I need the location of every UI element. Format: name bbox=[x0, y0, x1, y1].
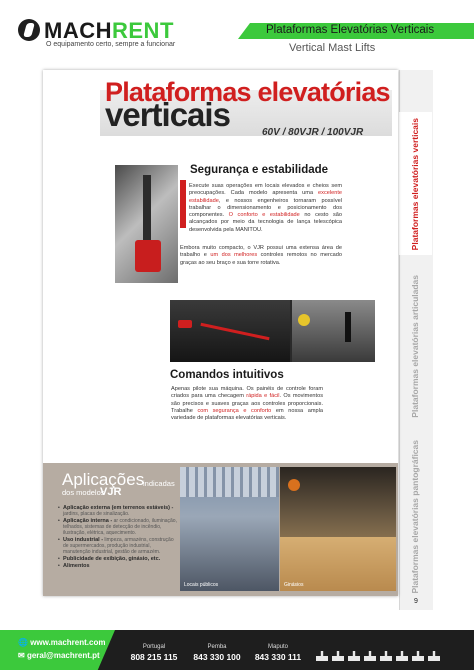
photo-caption-public: Locais públicos bbox=[184, 582, 219, 588]
side-tab-verticais[interactable]: Plataformas elevatórias verticais bbox=[410, 118, 420, 251]
section-accent-bar bbox=[180, 180, 186, 228]
photo-caption-gym: Ginásios bbox=[284, 582, 304, 588]
side-tab-articuladas[interactable]: Plataformas elevatórias articuladas bbox=[410, 275, 420, 418]
section-title-safety: Segurança e estabilidade bbox=[190, 164, 329, 176]
section-controls-paragraph: Apenas pilote sua máquina. Os painéis de controle foram criados para uma checagem rápida e fácil. Os movimentos são precisos e suaves graças aos controles proporcionais. Trabalhe com segurança e conforto em nossa ampla variedade de plataformas elevatórias verticais. bbox=[171, 386, 324, 422]
page-number: 9 bbox=[414, 598, 418, 605]
equipment-icon bbox=[348, 651, 360, 661]
equipment-icon bbox=[380, 651, 392, 661]
office-city-pemba: Pemba bbox=[207, 644, 227, 650]
gym-photo bbox=[280, 467, 396, 591]
equipment-icon bbox=[428, 651, 440, 661]
footer-contact-band bbox=[0, 630, 115, 670]
side-tab-pantograficas[interactable]: Plataformas elevatórias pantográficas bbox=[410, 440, 420, 594]
equipment-icon bbox=[364, 651, 376, 661]
brand-logo: MACHRENT bbox=[44, 18, 174, 43]
applications-list bbox=[58, 505, 178, 570]
equipment-icon bbox=[412, 651, 424, 661]
public-places-photo bbox=[180, 467, 279, 591]
applications-model: VJR bbox=[100, 486, 122, 498]
section-safety-paragraph2: Embora muito compacto, o VJR possui uma extensa área de trabalho e um dos melhores controles remotos no mercado graças ao seu braço e sua torre rotativa. bbox=[180, 245, 343, 266]
logo-icon bbox=[18, 19, 40, 41]
footer-website[interactable]: 🌐 www.machrent.com bbox=[18, 638, 106, 647]
footer-email[interactable]: ✉ geral@machrent.pt bbox=[18, 651, 100, 660]
page-title-line2: verticais bbox=[105, 96, 230, 133]
list-item: • Aplicação interna - ar condicionado, iluminação, telhados, sistemas de detecção de incêndio, ilustração, elétrica, aquecimento. bbox=[58, 518, 178, 536]
list-item: • Aplicação externa (em terrenos estáveis) - jardins, placas de sinalização. bbox=[58, 505, 178, 517]
header-category: Plataformas Elevatórias Verticais bbox=[266, 24, 435, 36]
office-phone-maputo: 843 330 111 bbox=[254, 652, 302, 662]
equipment-icons bbox=[316, 648, 466, 660]
page-title-line1: Plataformas elevatórias bbox=[105, 77, 390, 107]
equipment-icon bbox=[396, 651, 408, 661]
office-phone-portugal: 808 215 115 bbox=[130, 652, 178, 662]
control-panel-photo bbox=[170, 300, 375, 362]
office-phone-pemba: 843 330 100 bbox=[193, 652, 241, 662]
section-safety-paragraph1: Execute suas operações em locais elevados e cheios sem preocupações. Cada modelo apresenta uma excelente estabilidade, e nossos engenheiros tornaram possível trabalhar o dimensionamento e posicionamento dos componentes. O conforto e estabilidade no cesto são alcançados por meio da tecnologia de lança telescópica desenvolvida pela MANITOU. bbox=[189, 183, 342, 233]
applications-title: Aplicações bbox=[62, 470, 145, 489]
equipment-icon bbox=[332, 651, 344, 661]
list-item: • Uso industrial - limpeza, armazéns, construção de supermercados, produção industrial, manutenção industrial, gestão de armazém. bbox=[58, 537, 178, 555]
header-subtitle: Vertical Mast Lifts bbox=[289, 42, 376, 54]
equipment-icon bbox=[316, 651, 328, 661]
applications-of-models: dos modelos bbox=[62, 488, 105, 497]
model-list: 60V / 80VJR / 100VJR bbox=[262, 127, 364, 138]
office-city-portugal: Portugal bbox=[142, 644, 166, 650]
applications-indicated: indicadas bbox=[143, 479, 175, 488]
section-title-controls: Comandos intuitivos bbox=[170, 369, 284, 381]
list-item: • Publicidade de exibição, ginásio, etc. bbox=[58, 556, 178, 562]
mast-lift-photo bbox=[115, 165, 178, 283]
list-item: • Alimentos bbox=[58, 563, 178, 569]
brand-slogan: O equipamento certo, sempre a funcionar bbox=[46, 41, 176, 48]
office-city-maputo: Maputo bbox=[267, 644, 288, 650]
